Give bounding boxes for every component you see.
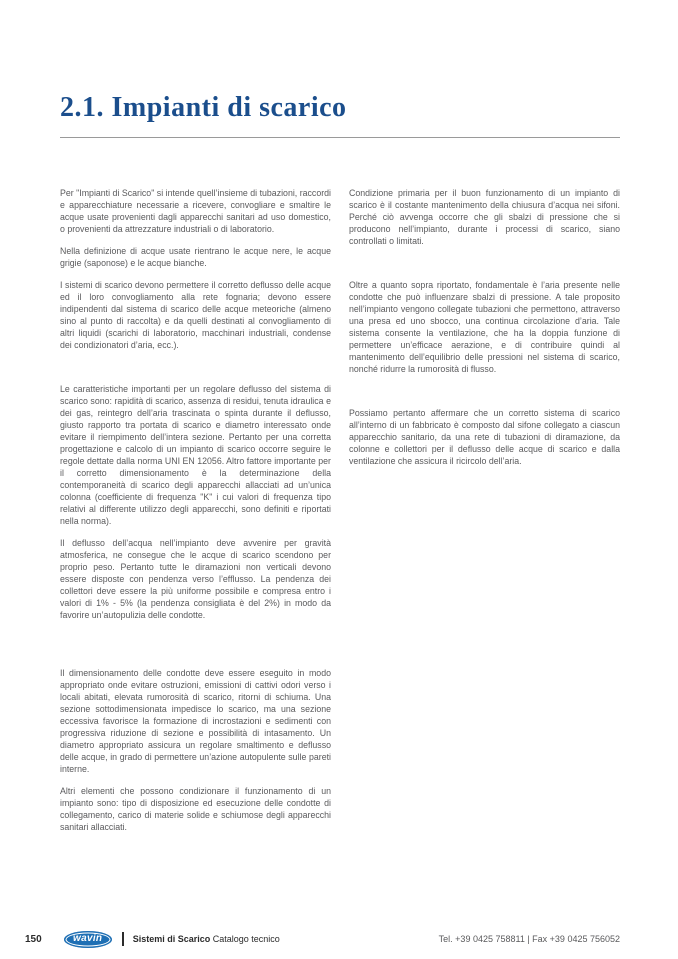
left-column [60, 187, 331, 843]
wavin-logo-text: wavin [73, 932, 103, 944]
page-title: 2.1. Impianti di scarico [60, 92, 347, 123]
footer-series-title: Sistemi di Scarico [132, 934, 211, 944]
page-number: 150 [25, 933, 42, 945]
paragraph: Il deflusso dell’acqua nell’impianto deve avvenire per gravità atmosferica, ne consegue che le acque di scarico scendono per proprio peso. Pertanto tutte le diramazioni non verticali devono essere disposte con pendenza verso l’efflusso. La pendenza dei collettori deve essere la più uniforme possibile e compresa entro i valori di 1% - 5% (la pendenza consigliata è del 2%) in modo da favorire un’autopulizia delle condotte. [60, 538, 331, 620]
page-footer [25, 929, 620, 949]
right-column [349, 187, 620, 843]
paragraph: Oltre a quanto sopra riportato, fondamentale è l’aria presente nelle condotte che può influenzare sbalzi di pressione. A tale proposito nell’impianto vengono collegate tubazioni che permettono, attraverso una presa ed uno sbocco, una continua circolazione d’aria. Tale sistema consente la ventilazione, che ha la doppia funzione di permettere un’efficace aerazione, e di contribuire quindi al mantenimento dell’equilibrio delle pressioni nel sistema di scarico, nonché ridurre la rumorosità di flusso. [349, 280, 620, 374]
paragraph: Condizione primaria per il buon funzionamento di un impianto di scarico è il costante mantenimento della chiusura d’acqua nei sifoni. Perché ciò avvenga occorre che gli sbalzi di pressione che si producono nell’impianto, durante i processi di scarico, siano controllati o limitati. [349, 188, 620, 246]
paragraph: Altri elementi che possono condizionare il funzionamento di un impianto sono: tipo di disposizione ed esecuzione delle condotte di collegamento, carico di materie solide e schiumose degli apparecchi sanitari allacciati. [60, 786, 331, 832]
body-columns [60, 187, 620, 843]
paragraph: I sistemi di scarico devono permettere il corretto deflusso delle acque ed il loro convogliamento alla rete fognaria; devono essere indipendenti dal sistema di scarico delle acque meteoriche (almeno sino al punto di raccolta) e da quelli destinati al convogliamento di altri liquidi (scarichi di laboratorio, macchinari industriali, condense dei condizionatori d’aria, ecc.). [60, 280, 331, 350]
footer-series [133, 934, 280, 944]
paragraph: Nella definizione di acque usate rientrano le acque nere, le acque grigie (saponose) e le acque bianche. [60, 246, 331, 268]
footer-divider [122, 932, 124, 946]
paragraph: Possiamo pertanto affermare che un corretto sistema di scarico all’interno di un fabbricato è composto dal sifone collegato a ciascun apparecchio sanitario, da una rete di tubazioni di diramazione, da colonne e collettori per il deflusso delle acque di scarico e dalla ventilazione che assicura il ricircolo dell’aria. [349, 408, 620, 466]
title-divider [60, 137, 620, 138]
paragraph: Il dimensionamento delle condotte deve essere eseguito in modo appropriato onde evitare ostruzioni, emissioni di cattivi odori verso i locali abitati, elevata rumorosità di scarico, ritorni di schiuma. Una sezione sottodimensionata impedisce lo scarico, ma una sezione eccessiva favorisce la formazione di incrostazioni e sedimenti con progressiva riduzione di sezione e possibilità di intasamento. Un diametro appropriato assicura un regolare smaltimento e deflusso delle acque, in grado di permettere un’azione autopulente sulle pareti interne. [60, 668, 331, 774]
paragraph: Per "Impianti di Scarico" si intende quell’insieme di tubazioni, raccordi e apparecchiature necessarie a ricevere, convogliare e smaltire le acque usate provenienti dagli apparecchi sanitari ad uso domestico, o provenienti da attrezzature industriali o di laboratorio. [60, 188, 331, 234]
footer-series-subtitle: Catalogo tecnico [212, 934, 280, 944]
wavin-logo [64, 931, 112, 948]
paragraph: Le caratteristiche importanti per un regolare deflusso del sistema di scarico sono: rapidità di scarico, assenza di residui, tenuta idraulica e dei gas, reintegro dell’aria trascinata o spinta durante il deflusso, giusto rapporto tra portata di scarico e diametro interessato onde evitare il riempimento dell’intera sezione. Pertanto per una corretta progettazione e calcolo di un impianto di scarico occorre seguire le regole dettate dalla norma UNI EN 12056. Altro fattore importante per il corretto dimensionamento è la determinazione della contemporaneità di scarico degli apparecchi allacciati ad un’unica colonna (coefficiente di frequenza "K" i cui valori di frequenza tipo relativi al differente utilizzo degli apparecchi, sono definiti e riportati nella norma). [60, 384, 331, 526]
footer-contact: Tel. +39 0425 758811 | Fax +39 0425 756052 [438, 934, 620, 944]
